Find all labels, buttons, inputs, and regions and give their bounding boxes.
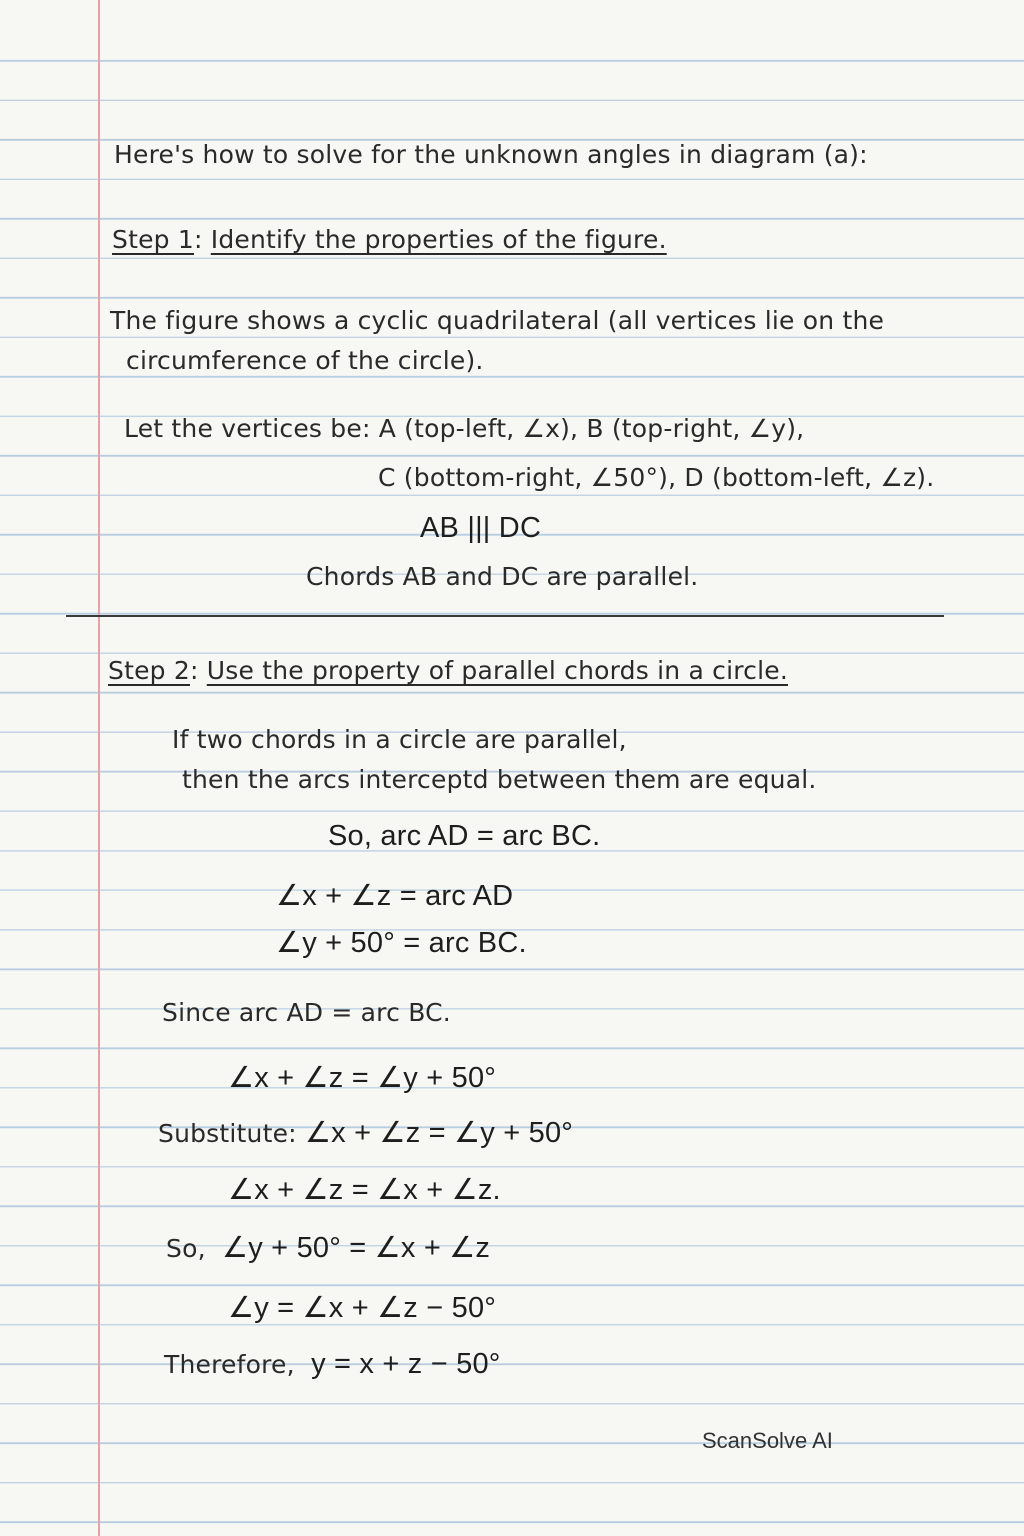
margin-line bbox=[98, 0, 100, 1536]
therefore-line bbox=[164, 1348, 501, 1381]
equation-combined: ∠x + ∠z = ∠y + 50° bbox=[228, 1062, 497, 1094]
section-divider bbox=[66, 615, 944, 617]
so-equation: ∠y + 50° = ∠x + ∠z bbox=[222, 1232, 491, 1264]
therefore-equation: y = x + z − 50° bbox=[311, 1348, 501, 1380]
substitute-line bbox=[158, 1115, 573, 1150]
equation-arc-ad: ∠x + ∠z = arc AD bbox=[276, 880, 514, 912]
arcs-equal: So, arc AD = arc BC. bbox=[328, 820, 601, 852]
property-line2: then the arcs interceptd between them are equal. bbox=[182, 765, 817, 794]
step2-label: Step 2 bbox=[108, 656, 190, 685]
substitute-equation: ∠x + ∠z = ∠y + 50° bbox=[304, 1117, 574, 1149]
substitute-label: Substitute: bbox=[158, 1119, 297, 1148]
step1-title: Identify the properties of the figure. bbox=[210, 225, 667, 254]
property-line1: If two chords in a circle are parallel, bbox=[172, 725, 627, 754]
step1-label: Step 1 bbox=[112, 225, 194, 254]
step1-desc-line2: circumference of the circle). bbox=[126, 346, 484, 375]
vertices-line1: Let the vertices be: A (top-left, ∠x), B (top-right, ∠y), bbox=[124, 414, 805, 443]
parallel-text: Chords AB and DC are parallel. bbox=[306, 562, 699, 591]
equation-identity: ∠x + ∠z = ∠x + ∠z. bbox=[228, 1174, 501, 1206]
so-label: So, bbox=[166, 1234, 206, 1263]
step2-heading: Step 2: Use the property of parallel chords in a circle. bbox=[108, 656, 788, 685]
step2-title: Use the property of parallel chords in a circle. bbox=[206, 656, 788, 685]
therefore-label: Therefore, bbox=[164, 1350, 295, 1379]
equation-arc-bc: ∠y + 50° = arc BC. bbox=[276, 927, 527, 959]
watermark: ScanSolve AI bbox=[702, 1428, 833, 1453]
step1-heading: Step 1: Identify the properties of the figure. bbox=[112, 225, 667, 254]
equation-y: ∠y = ∠x + ∠z − 50° bbox=[228, 1292, 497, 1324]
intro-text: Here's how to solve for the unknown angles in diagram (a): bbox=[114, 140, 868, 169]
since-line: Since arc AD = arc BC. bbox=[162, 998, 451, 1027]
step1-desc-line1: The figure shows a cyclic quadrilateral (all vertices lie on the bbox=[110, 306, 885, 335]
vertices-line2: C (bottom-right, ∠50°), D (bottom-left, ∠z). bbox=[378, 463, 935, 492]
parallel-notation: AB ||| DC bbox=[420, 512, 542, 544]
so-line bbox=[166, 1230, 490, 1265]
